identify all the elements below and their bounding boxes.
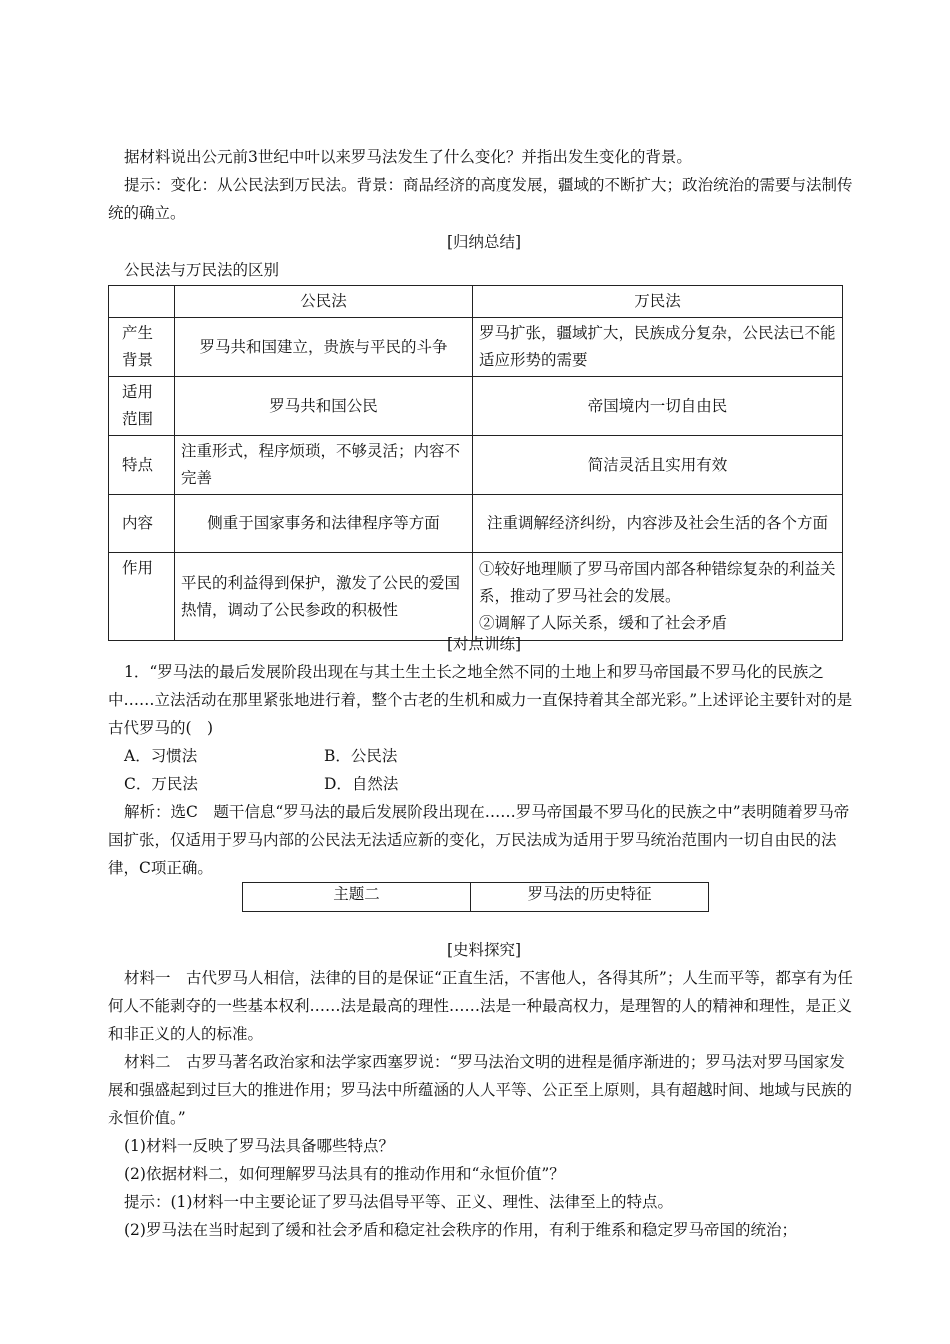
table-title: 公民法与万民法的区别 xyxy=(124,261,280,279)
option-d: D．自然法 xyxy=(324,775,399,793)
civil-cell: 罗马共和国建立，贵族与平民的斗争 xyxy=(175,318,473,377)
gentium-cell: 帝国境内一切自由民 xyxy=(473,377,843,436)
header-cell-empty xyxy=(109,286,175,318)
row-label: 作用 xyxy=(109,553,175,641)
question-two: (2)依据材料二，如何理解罗马法具有的推动作用和“永恒价值”？ xyxy=(124,1165,565,1183)
options-row xyxy=(124,742,624,770)
gentium-effect-2: ②调解了人际关系，缓和了社会矛盾 xyxy=(479,614,728,632)
gentium-cell: 罗马扩张，疆域扩大，民族成分复杂，公民法已不能适应形势的需要 xyxy=(473,318,843,377)
material-two: 材料二 古罗马著名政治家和法学家西塞罗说：“罗马法治文明的进程是循序渐进的；罗马法对罗马国家发展和强盛起到过巨大的推进作用；罗马法中所蕴涵的人人平等、公正至上原则，具有超越时间、地域与民族的永恒价值。” xyxy=(108,1053,853,1127)
row-label: 特点 xyxy=(109,436,175,495)
option-a: A．习惯法 xyxy=(124,747,198,765)
training-question: 1．“罗马法的最后发展阶段出现在与其土生土长之地全然不同的土地上和罗马帝国最不罗马化的民族之中……立法活动在那里紧张地进行着，整个古老的生机和威力一直保持着其全部光彩。”上述评论主要针对的是古代罗马的( ) xyxy=(108,663,853,737)
theme-title: 罗马法的历史特征 xyxy=(471,883,709,912)
intro-hint: 提示：变化：从公民法到万民法。背景：商品经济的高度发展，疆域的不断扩大；政治统治的需要与法制传统的确立。 xyxy=(108,176,853,222)
summary-heading: [归纳总结] xyxy=(446,233,522,251)
civil-cell: 侧重于国家事务和法律程序等方面 xyxy=(175,495,473,553)
table-header-row xyxy=(109,286,843,318)
gentium-cell: 注重调解经济纠纷，内容涉及社会生活的各个方面 xyxy=(473,495,843,553)
answer-two: (2)罗马法在当时起到了缓和社会矛盾和稳定社会秩序的作用，有利于维系和稳定罗马帝国的统治； xyxy=(124,1221,797,1239)
gentium-cell: 简洁灵活且实用有效 xyxy=(473,436,843,495)
row-label: 适用范围 xyxy=(109,377,175,436)
table-row xyxy=(109,436,843,495)
question-one: (1)材料一反映了罗马法具备哪些特点？ xyxy=(124,1137,394,1155)
row-label: 产生背景 xyxy=(109,318,175,377)
options-row xyxy=(124,770,624,798)
option-b: B．公民法 xyxy=(324,747,398,765)
comparison-table xyxy=(108,285,843,641)
table-row xyxy=(109,318,843,377)
civil-cell: 注重形式，程序烦琐，不够灵活；内容不完善 xyxy=(175,436,473,495)
row-label: 内容 xyxy=(109,495,175,553)
option-c: C．万民法 xyxy=(124,775,198,793)
header-law-of-nations: 万民法 xyxy=(473,286,843,318)
training-analysis: 解析：选C 题干信息“罗马法的最后发展阶段出现在……罗马帝国最不罗马化的民族之中”表明随着罗马帝国扩张，仅适用于罗马内部的公民法无法适应新的变化，万民法成为适用于罗马统治范围内一切自由民的法律，C项正确。 xyxy=(108,803,850,877)
table-row xyxy=(109,553,843,641)
theme-label: 主题二 xyxy=(243,883,471,912)
civil-cell: 平民的利益得到保护，激发了公民的爱国热情，调动了公民参政的积极性 xyxy=(175,553,473,641)
sources-heading: [史料探究] xyxy=(446,941,522,959)
header-civil-law: 公民法 xyxy=(175,286,473,318)
gentium-effect-1: ①较好地理顺了罗马帝国内部各种错综复杂的利益关系，推动了罗马社会的发展。 xyxy=(479,560,836,605)
answer-one: 提示：(1)材料一中主要论证了罗马法倡导平等、正义、理性、法律至上的特点。 xyxy=(124,1193,673,1211)
table-row xyxy=(109,377,843,436)
theme-table xyxy=(242,882,709,912)
table-row xyxy=(109,495,843,553)
civil-cell: 罗马共和国公民 xyxy=(175,377,473,436)
gentium-cell xyxy=(473,553,843,641)
intro-question: 据材料说出公元前3世纪中叶以来罗马法发生了什么变化？并指出发生变化的背景。 xyxy=(124,148,692,166)
material-one: 材料一 古代罗马人相信，法律的目的是保证“正直生活，不害他人，各得其所”；人生而平等，都享有为任何人不能剥夺的一些基本权利……法是最高的理性……法是一种最高权力，是理智的人的精神和理性，是正义和非正义的人的标准。 xyxy=(108,969,853,1043)
training-heading: [对点训练] xyxy=(446,635,522,653)
